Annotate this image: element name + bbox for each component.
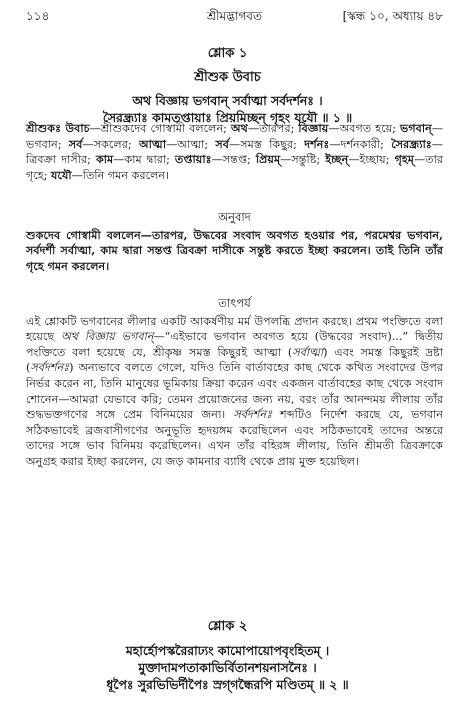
verse-1-label: শ্লোক ১ — [207, 46, 248, 61]
purport-quote: সর্বদর্শনঃ — [233, 408, 273, 422]
purport-section — [26, 295, 443, 470]
synonym-meaning: —সমস্ত কিছুর; — [229, 137, 305, 151]
synonym-word: গৃহম্ — [394, 152, 415, 167]
synonym-word: কাম — [95, 152, 114, 167]
translation-text: শুকদেব গোস্বামী বললেন—তারপর, উদ্ধবের সংবাদ অবগত হওয়ার পর, পরমেশ্বর ভগবান, সর্বদর্শী সর্বাত্মা, কাম দ্বারা সন্তপ্ত ত্রিবক্রা দাসীকে সন্তুষ্ট করতে ইচ্ছা করলেন। তাই তিনি তাঁর গৃহে গমন করলেন। — [26, 227, 443, 273]
purport-segment: —“এইভাবে ভগবান অবগত হয়ে (উদ্ধবের সংবাদ)...” দ্বিতীয় পংক্তিতে বলা হয়েছে যে, শ্রীকৃষ্ণ সমস্ত কিছুরই আত্মা ( — [26, 330, 443, 359]
synonym-word: ইচ্ছন্ — [325, 152, 349, 167]
purport-quote: সর্বদর্শনঃ — [30, 361, 70, 375]
synonym-word: প্রিয়ম্ — [255, 152, 281, 167]
verse-2-line-2: মুক্তাদামপতাকাভির্বিতানশয়নাসনৈঃ । — [138, 660, 317, 675]
synonym-word: তপ্তায়াঃ — [174, 152, 212, 167]
synonym-word: সর্ব — [68, 136, 83, 151]
synonym-meaning: —তিনি গমন করলেন। — [71, 168, 170, 182]
synonyms-paragraph — [26, 121, 443, 183]
page-number: ১১৪ — [26, 9, 50, 23]
synonym-meaning: —ভগবান; — [26, 122, 443, 151]
synonym-meaning: —শ্রীশুকদেব গোস্বামী বললেন; — [89, 122, 231, 135]
synonym-meaning: —ত্রিবক্রা দাসীর; — [26, 137, 443, 167]
synonym-meaning: —তার গৃহে; — [26, 153, 443, 182]
synonym-meaning: —তারপর; — [247, 122, 299, 135]
verse-1-block — [0, 44, 455, 126]
synonym-word: যযৌ — [51, 167, 72, 182]
synonym-meaning: —কাম দ্বারা; — [113, 153, 175, 167]
purport-quote: অথ বিজ্ঞায় ভগবান্ — [61, 330, 154, 344]
synonym-meaning: —অবগত হয়ে; — [328, 122, 400, 135]
synonym-meaning: —সন্তুষ্টি; — [280, 153, 326, 167]
synonym-meaning: —আত্মা; — [166, 137, 216, 151]
verse-1-line-1: অথ বিজ্ঞায় ভগবান্ সর্বাত্মা সর্বদর্শনঃ । — [132, 93, 323, 108]
purport-segment: ) অন্যভাবে বলতে গেলে, যদিও তিনি বার্তাবহের কাছ থেকে কথিত সংবাদের উপর নির্ভর করেন না, তিনি মানুষের ভূমিকায় ক্রিয়া করেন এবং একজন বার্তাবহের কাছ থেকে সংবাদ শোনেন—আমরা যেভাবে করি; তেমন প্রয়োজনের জন্য নয়, বরং তাঁর আনন্দময় লীলায় তাঁর শুদ্ধভক্তগণের সঙ্গে প্রেম বিনিময়ের জন্য। — [26, 361, 443, 422]
purport-segment: শব্দটিও নির্দেশ করছে যে, ভগবান সঠিকভাবেই ব্রজবাসীগণের অনুভূতি হৃদয়ঙ্গম করেছিলেন এবং সঠিকভাবেই তাদের অন্তরে তাদের সঙ্গে ভাব বিনিময় করেছিলেন। এখন তাঁর বহিরঙ্গ লীলায়, তিনি শ্রীমতী ত্রিবক্রাকে অনুগ্রহ করার ইচ্ছা করলেন, যে জড় কামনার ব্যাধি থেকে প্রায় মুক্ত হয়েছিল। — [26, 408, 443, 468]
verse-2-label: শ্লোক ২ — [207, 619, 248, 634]
purport-quote: সর্বাত্মা — [292, 345, 324, 359]
running-header — [26, 8, 443, 26]
synonym-word: বিজ্ঞায় — [298, 121, 329, 135]
synonym-word: দর্শনঃ — [304, 136, 330, 151]
synonym-word: সৈরন্ধ্র্যাঃ — [391, 136, 432, 151]
synonym-word: আত্মা — [139, 136, 167, 151]
synonym-meaning: —সন্তপ্ত; — [211, 153, 256, 167]
translation-section — [26, 209, 443, 274]
purport-segment: ) এবং সমস্ত কিছুরই দ্রষ্টা ( — [26, 345, 443, 375]
synonym-word: সর্ব — [215, 136, 230, 151]
synonym-word: শ্রীশুকঃ উবাচ — [26, 121, 90, 135]
book-title: শ্রীমদ্ভাগবত — [206, 9, 262, 23]
translation-label: অনুবাদ — [218, 210, 251, 224]
purport-label: তাৎপর্য — [218, 296, 251, 310]
verse-1-speaker: শ্রীশুক উবাচ — [194, 70, 261, 85]
synonym-meaning: —ইচ্ছায়; — [348, 153, 395, 167]
verse-2-line-1: মহার্হোপস্করৈরাঢ্যং কামোপায়োপবৃংহিতম্ । — [125, 643, 330, 658]
verse-2-block — [0, 617, 455, 693]
chapter-reference: [স্কন্ধ ১০, অধ্যায় ৪৮ — [342, 9, 443, 23]
purport-text — [26, 314, 443, 470]
synonym-meaning: —দর্শনকারী; — [329, 137, 392, 151]
verse-1-line-2: সৈরন্ধ্র্যাঃ কামতপ্তায়াঃ প্রিয়মিচ্ছন্ গৃহং যযৌ ॥ ১ ॥ — [102, 110, 353, 125]
purport-segment: এই শ্লোকটি ভগবানের লীলার একটি আকর্ষণীয় মর্ম উপলব্ধি প্রদান করছে। প্রথম পংক্তিতে বলা হয়েছে — [26, 314, 443, 344]
verse-2-line-3: ধূপৈঃ সুরভিভির্দীপৈঃ স্রগ্‌গন্ধৈরপি মণ্ডিতম্ ॥ ২ ॥ — [106, 677, 349, 692]
synonym-word: ভগবান্ — [399, 121, 432, 135]
synonym-meaning: —সকলের; — [82, 137, 139, 151]
synonym-word: অথ — [230, 121, 248, 135]
